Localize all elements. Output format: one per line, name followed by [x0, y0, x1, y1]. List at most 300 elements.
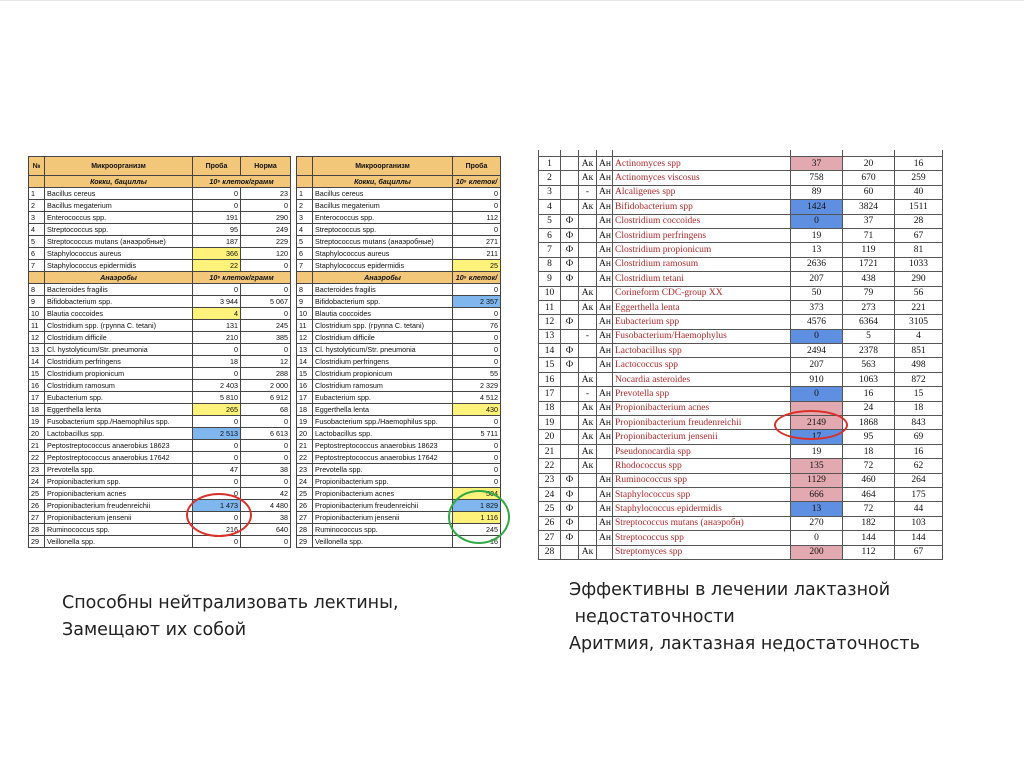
- table-row: [29, 368, 291, 380]
- sample-value: 0: [453, 200, 501, 212]
- type-flag-an: Ан: [597, 200, 613, 214]
- row-number: 18: [297, 404, 313, 416]
- table-row: [29, 308, 291, 320]
- organism-name: Nocardia asteroides: [613, 372, 791, 386]
- reference-value-1: 144: [843, 531, 895, 545]
- type-flag-ak: [579, 502, 597, 516]
- norm-value: 0: [241, 200, 291, 212]
- table-row: [297, 248, 501, 260]
- sample-value: 0: [193, 416, 241, 428]
- type-flag-f: Ф: [561, 473, 579, 487]
- reference-value-2: 1511: [895, 200, 943, 214]
- table-row: [539, 200, 943, 214]
- type-flag-ak: Ак: [579, 171, 597, 185]
- organism-name: Lactococcus spp: [613, 358, 791, 372]
- row-number: 28: [539, 545, 561, 559]
- type-flag-ak: Ак: [579, 300, 597, 314]
- organism-name: Streptococcus spp.: [45, 224, 193, 236]
- type-flag-an: Ан: [597, 228, 613, 242]
- table-row: [539, 545, 943, 559]
- organism-name: Clostridium coccoides: [613, 214, 791, 228]
- row-number: 3: [297, 212, 313, 224]
- organism-name: Bifidobacterium spp.: [45, 296, 193, 308]
- row-number: 11: [297, 320, 313, 332]
- section-unit: 10⁵ клеток/: [453, 176, 501, 188]
- reference-value-2: 4: [895, 329, 943, 343]
- organism-name: Prevotella spp: [613, 387, 791, 401]
- norm-value: 4 480: [241, 500, 291, 512]
- type-flag-f: [561, 459, 579, 473]
- row-number: 17: [539, 387, 561, 401]
- row-number: 22: [539, 459, 561, 473]
- norm-value: 385: [241, 332, 291, 344]
- type-flag-an: Ан: [597, 329, 613, 343]
- row-number: 14: [297, 356, 313, 368]
- sample-value: 13: [791, 502, 843, 516]
- table-row: [297, 308, 501, 320]
- norm-value: 6 912: [241, 392, 291, 404]
- reference-value-2: 1033: [895, 257, 943, 271]
- row-number: 8: [539, 257, 561, 271]
- sample-value: 1 829: [453, 500, 501, 512]
- organism-name: Clostridium ramosum: [613, 257, 791, 271]
- row-number: 26: [539, 516, 561, 530]
- reference-value-1: 6364: [843, 315, 895, 329]
- table-row: [297, 512, 501, 524]
- organism-name: Bacillus megaterium: [45, 200, 193, 212]
- table-row: [29, 296, 291, 308]
- norm-value: 2 000: [241, 380, 291, 392]
- sample-value: 22: [193, 260, 241, 272]
- col-header-organism: Микроорганизм: [313, 157, 453, 176]
- row-number: 20: [297, 428, 313, 440]
- sample-value: 112: [453, 212, 501, 224]
- row-number: 20: [539, 430, 561, 444]
- row-number: 23: [29, 464, 45, 476]
- reference-value-1: 1063: [843, 372, 895, 386]
- organism-name: Propionibacterium spp.: [45, 476, 193, 488]
- reference-value-2: 3105: [895, 315, 943, 329]
- norm-value: 0: [241, 308, 291, 320]
- row-number: 10: [29, 308, 45, 320]
- table-row: [297, 524, 501, 536]
- type-flag-an: [597, 444, 613, 458]
- row-number: 2: [29, 200, 45, 212]
- lab-table-3-grid: [538, 150, 943, 560]
- organism-name: Clostridium spp. (группа C. tetani): [313, 320, 453, 332]
- organism-name: Fusobacterium spp./Haemophilus spp.: [313, 416, 453, 428]
- organism-name: Propionibacterium freudenreichii: [613, 416, 791, 430]
- row-number: 23: [297, 464, 313, 476]
- sample-value: 19: [791, 444, 843, 458]
- type-flag-ak: -: [579, 329, 597, 343]
- sample-value: 758: [791, 171, 843, 185]
- table-row: [29, 524, 291, 536]
- type-flag-an: Ан: [597, 257, 613, 271]
- row-number: 6: [29, 248, 45, 260]
- type-flag-an: Ан: [597, 358, 613, 372]
- row-number: 17: [29, 392, 45, 404]
- type-flag-f: [561, 329, 579, 343]
- organism-name: Clostridium ramosum: [45, 380, 193, 392]
- norm-value: 42: [241, 488, 291, 500]
- table-row: [539, 502, 943, 516]
- sample-value: 0: [453, 308, 501, 320]
- organism-name: Staphylococcus epidermidis: [313, 260, 453, 272]
- sample-value: 0: [791, 329, 843, 343]
- sample-value: 0: [193, 536, 241, 548]
- organism-name: Bacteroides fragilis: [45, 284, 193, 296]
- table-row: [297, 224, 501, 236]
- table-row: [29, 500, 291, 512]
- table-row: [29, 260, 291, 272]
- organism-name: Prevotella spp.: [313, 464, 453, 476]
- type-flag-an: Ан: [597, 516, 613, 530]
- type-flag-ak: [579, 257, 597, 271]
- sample-value: 666: [791, 487, 843, 501]
- table-row: [29, 224, 291, 236]
- sample-value: 0: [453, 464, 501, 476]
- type-flag-ak: Ак: [579, 545, 597, 559]
- caption-right-line-3: Аритмия, лактазная недостаточность: [569, 634, 920, 654]
- reference-value-1: 24: [843, 401, 895, 415]
- sample-value: 0: [453, 440, 501, 452]
- table-row: [297, 380, 501, 392]
- organism-name: Alcaligenes spp: [613, 185, 791, 199]
- table-row: [297, 476, 501, 488]
- reference-value-1: 60: [843, 185, 895, 199]
- table-row: [297, 416, 501, 428]
- caption-right: [569, 577, 1009, 658]
- sample-value: 89: [791, 185, 843, 199]
- col-header-norm: Норма: [241, 157, 291, 176]
- organism-name: Pseudonocardia spp: [613, 444, 791, 458]
- type-flag-f: Ф: [561, 272, 579, 286]
- table-row: [539, 387, 943, 401]
- table-row: [29, 332, 291, 344]
- sample-value: 2 329: [453, 380, 501, 392]
- organism-name: Peptostreptococcus anaerobius 18623: [45, 440, 193, 452]
- sample-value: 5 810: [193, 392, 241, 404]
- type-flag-f: Ф: [561, 358, 579, 372]
- sample-value: 0: [193, 488, 241, 500]
- type-flag-an: Ан: [597, 171, 613, 185]
- type-flag-an: Ан: [597, 401, 613, 415]
- row-number: 1: [29, 188, 45, 200]
- organism-name: Prevotella spp.: [45, 464, 193, 476]
- reference-value-1: 563: [843, 358, 895, 372]
- organism-name: Eubacterium spp.: [313, 392, 453, 404]
- row-number: 15: [29, 368, 45, 380]
- norm-value: 0: [241, 476, 291, 488]
- reference-value-1: 16: [843, 387, 895, 401]
- organism-name: Enterococcus spp.: [313, 212, 453, 224]
- row-number: 5: [29, 236, 45, 248]
- table-row: [297, 284, 501, 296]
- organism-name: Ruminococcus spp.: [313, 524, 453, 536]
- table-row: [29, 512, 291, 524]
- row-number: 15: [297, 368, 313, 380]
- type-flag-ak: [579, 315, 597, 329]
- row-number: 3: [29, 212, 45, 224]
- type-flag-f: [561, 200, 579, 214]
- row-number: 21: [29, 440, 45, 452]
- table-row: [29, 416, 291, 428]
- row-number: 6: [297, 248, 313, 260]
- row-number: 7: [297, 260, 313, 272]
- norm-value: 5 067: [241, 296, 291, 308]
- reference-value-2: 103: [895, 516, 943, 530]
- norm-value: 0: [241, 344, 291, 356]
- table-row: [297, 500, 501, 512]
- reference-value-1: 71: [843, 228, 895, 242]
- section-row-cocci: [29, 176, 291, 188]
- table-row: [539, 358, 943, 372]
- reference-value-1: 460: [843, 473, 895, 487]
- organism-name: Eggerthella lenta: [613, 300, 791, 314]
- organism-name: Eubacterium spp.: [45, 392, 193, 404]
- type-flag-ak: Ак: [579, 401, 597, 415]
- row-number: 25: [297, 488, 313, 500]
- type-flag-f: Ф: [561, 531, 579, 545]
- row-number: 12: [297, 332, 313, 344]
- sample-value: 0: [453, 224, 501, 236]
- organism-name: Streptococcus spp.: [313, 224, 453, 236]
- organism-name: Propionibacterium jensenii: [45, 512, 193, 524]
- reference-value-1: 18: [843, 444, 895, 458]
- row-number: 15: [539, 358, 561, 372]
- sample-value: 211: [453, 248, 501, 260]
- row-number: 1: [297, 188, 313, 200]
- norm-value: 68: [241, 404, 291, 416]
- sample-value: 910: [791, 372, 843, 386]
- caption-right-line-2: недостаточности: [569, 607, 735, 627]
- sample-value: 47: [193, 464, 241, 476]
- row-number: 8: [297, 284, 313, 296]
- row-number: 29: [29, 536, 45, 548]
- type-flag-ak: -: [579, 185, 597, 199]
- norm-value: 23: [241, 188, 291, 200]
- row-number: 9: [539, 272, 561, 286]
- col-header-organism: Микроорганизм: [45, 157, 193, 176]
- organism-name: Bacillus megaterium: [313, 200, 453, 212]
- reference-value-2: 851: [895, 344, 943, 358]
- table-row: [29, 236, 291, 248]
- sample-value: 4: [193, 308, 241, 320]
- table-row: [29, 404, 291, 416]
- table-row: [297, 188, 501, 200]
- sample-value: 2494: [791, 344, 843, 358]
- col-header-num: №: [29, 157, 45, 176]
- sample-value: 207: [791, 358, 843, 372]
- reference-value-2: 44: [895, 502, 943, 516]
- sample-value: 16: [453, 536, 501, 548]
- reference-value-2: 498: [895, 358, 943, 372]
- table-row: [297, 464, 501, 476]
- table-row: [539, 344, 943, 358]
- organism-name: Eggerthella lenta: [45, 404, 193, 416]
- organism-name: Staphylococcus epidermidis: [45, 260, 193, 272]
- sample-value: 0: [193, 452, 241, 464]
- sample-value: 0: [453, 344, 501, 356]
- row-number: 10: [297, 308, 313, 320]
- reference-value-1: 1721: [843, 257, 895, 271]
- lab-table-1-grid: [28, 156, 291, 548]
- sample-value: 210: [193, 332, 241, 344]
- row-number: 28: [297, 524, 313, 536]
- table-row: [539, 228, 943, 242]
- sample-value: 17: [791, 430, 843, 444]
- caption-left-line-2: Замещают их собой: [62, 620, 247, 640]
- organism-name: Clostridium ramosum: [313, 380, 453, 392]
- organism-name: Staphylococcus epidermidis: [613, 502, 791, 516]
- sample-value: 0: [453, 356, 501, 368]
- sample-value: 0: [453, 452, 501, 464]
- row-number: 28: [29, 524, 45, 536]
- row-number: 21: [297, 440, 313, 452]
- sample-value: 270: [791, 516, 843, 530]
- table-row: [539, 243, 943, 257]
- type-flag-f: [561, 171, 579, 185]
- table-row: [539, 286, 943, 300]
- type-flag-an: Ан: [597, 473, 613, 487]
- sample-value: 0: [193, 200, 241, 212]
- type-flag-ak: [579, 473, 597, 487]
- sample-value: 0: [453, 416, 501, 428]
- type-flag-ak: [579, 243, 597, 257]
- sample-value: 200: [791, 545, 843, 559]
- table-row: [539, 329, 943, 343]
- row-number: 17: [297, 392, 313, 404]
- table-row: [29, 428, 291, 440]
- type-flag-an: Ан: [597, 487, 613, 501]
- organism-name: Blautia coccoides: [313, 308, 453, 320]
- norm-value: 0: [241, 452, 291, 464]
- row-number: 22: [29, 452, 45, 464]
- sample-value: 366: [193, 248, 241, 260]
- table-row: [539, 185, 943, 199]
- sample-value: 4576: [791, 315, 843, 329]
- row-number: 18: [539, 401, 561, 415]
- table-row: [297, 260, 501, 272]
- row-number: 5: [539, 214, 561, 228]
- norm-value: 120: [241, 248, 291, 260]
- table-row: [297, 344, 501, 356]
- sample-value: 207: [791, 272, 843, 286]
- organism-name: Eggerthella lenta: [313, 404, 453, 416]
- organism-name: Clostridium perfringens: [45, 356, 193, 368]
- row-number: 16: [29, 380, 45, 392]
- reference-value-2: 18: [895, 401, 943, 415]
- reference-value-2: 81: [895, 243, 943, 257]
- row-number: 29: [297, 536, 313, 548]
- type-flag-ak: Ак: [579, 430, 597, 444]
- table-row: [297, 404, 501, 416]
- section-unit: 10⁵ клеток/грамм: [193, 176, 291, 188]
- section-title: Анаэробы: [313, 272, 453, 284]
- type-flag-ak: Ак: [579, 372, 597, 386]
- table-row: [297, 488, 501, 500]
- organism-name: Staphylococcus aureus: [45, 248, 193, 260]
- organism-name: Bacillus cereus: [45, 188, 193, 200]
- reference-value-1: 5: [843, 329, 895, 343]
- row-number: 14: [29, 356, 45, 368]
- row-number: 18: [29, 404, 45, 416]
- reference-value-2: 264: [895, 473, 943, 487]
- organism-name: Propionibacterium freudenreichii: [313, 500, 453, 512]
- table-row: [539, 372, 943, 386]
- row-number: 24: [297, 476, 313, 488]
- type-flag-an: [597, 545, 613, 559]
- type-flag-f: Ф: [561, 228, 579, 242]
- type-flag-an: Ан: [597, 157, 613, 171]
- row-number: 12: [539, 315, 561, 329]
- sample-value: 0: [193, 476, 241, 488]
- organism-name: Ruminococcus spp.: [45, 524, 193, 536]
- organism-name: Propionibacterium jensenii: [613, 430, 791, 444]
- table-row: [297, 452, 501, 464]
- type-flag-f: Ф: [561, 344, 579, 358]
- type-flag-f: [561, 387, 579, 401]
- norm-value: 6 613: [241, 428, 291, 440]
- sample-value: 50: [791, 286, 843, 300]
- sample-value: 2 403: [193, 380, 241, 392]
- table-row: [29, 440, 291, 452]
- reference-value-2: 15: [895, 387, 943, 401]
- table-row: [29, 344, 291, 356]
- sample-value: 3 944: [193, 296, 241, 308]
- sample-value: 25: [453, 260, 501, 272]
- type-flag-ak: [579, 516, 597, 530]
- section-title: Кокки, бациллы: [313, 176, 453, 188]
- type-flag-an: Ан: [597, 315, 613, 329]
- table-row: [29, 380, 291, 392]
- reference-value-2: 16: [895, 157, 943, 171]
- sample-value: 0: [193, 368, 241, 380]
- lab-table-2: [296, 156, 500, 562]
- sample-value: 0: [453, 332, 501, 344]
- row-number: 5: [297, 236, 313, 248]
- organism-name: Lactobacillus spp.: [45, 428, 193, 440]
- organism-name: Clostridium propionicum: [45, 368, 193, 380]
- sample-value: 0: [453, 476, 501, 488]
- row-number: 7: [29, 260, 45, 272]
- reference-value-2: 56: [895, 286, 943, 300]
- row-number: 25: [29, 488, 45, 500]
- sample-value: 191: [193, 212, 241, 224]
- reference-value-1: 2378: [843, 344, 895, 358]
- type-flag-ak: Ак: [579, 444, 597, 458]
- sample-value: 2149: [791, 416, 843, 430]
- organism-name: Veillonella spp.: [313, 536, 453, 548]
- lab-table-3: [538, 150, 942, 558]
- section-title: Кокки, бациллы: [45, 176, 193, 188]
- row-number: 26: [29, 500, 45, 512]
- organism-name: Staphylococcus spp: [613, 487, 791, 501]
- organism-name: Bacillus cereus: [313, 188, 453, 200]
- table-row: [29, 248, 291, 260]
- type-flag-ak: [579, 228, 597, 242]
- sample-value: 187: [193, 236, 241, 248]
- sample-value: 5 711: [453, 428, 501, 440]
- organism-name: Clostridium difficile: [313, 332, 453, 344]
- type-flag-f: [561, 372, 579, 386]
- type-flag-an: Ан: [597, 387, 613, 401]
- table-row: [29, 200, 291, 212]
- table-row: [297, 368, 501, 380]
- row-number: 9: [29, 296, 45, 308]
- organism-name: Veillonella spp.: [45, 536, 193, 548]
